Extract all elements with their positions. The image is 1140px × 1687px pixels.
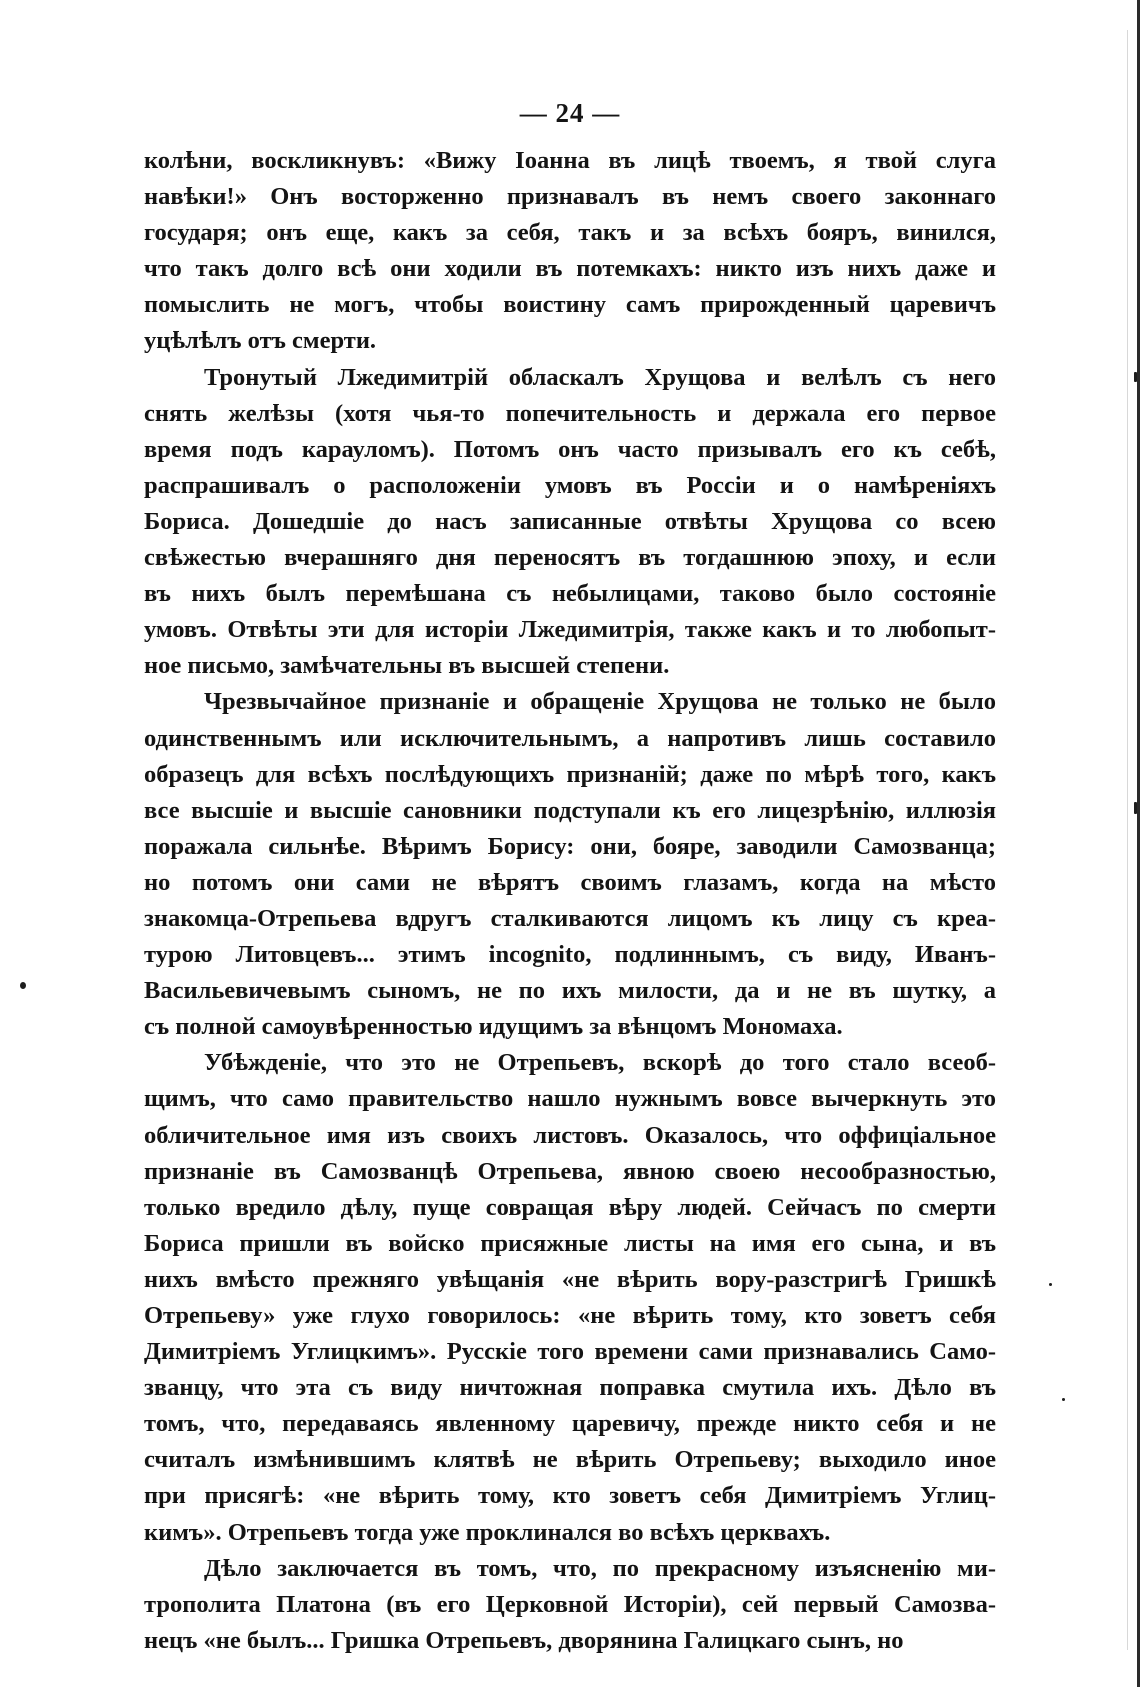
text-line: колѣни, воскликнувъ: «Вижу Іоанна въ лицѣ твоемъ, я твой слуга <box>144 147 996 174</box>
paragraph <box>144 1551 996 1659</box>
text-line: Тронутый Лжедимитрій обласкалъ Хрущова и велѣлъ съ него <box>204 363 996 391</box>
text-line: нихъ вмѣсто прежняго увѣщанія «не вѣрить вору-разстригѣ Гришкѣ <box>144 1265 996 1293</box>
text-line: съ полной самоувѣренностью идущимъ за вѣнцомъ Мономаха. <box>144 1013 843 1041</box>
paragraph <box>144 684 996 1045</box>
text-line: знакомца-Отрепьева вдругъ сталкиваются лицомъ къ лицу съ креа- <box>144 904 996 932</box>
text-line: умовъ. Отвѣты эти для исторіи Лжедимитрія, также какъ и то любопыт- <box>144 616 996 644</box>
paragraph <box>144 143 996 360</box>
text-line: одинственнымъ или исключительнымъ, а напротивъ лишь составило <box>144 724 996 752</box>
text-line: Бориса. Дошедшіе до насъ записанные отвѣты Хрущова со всею <box>144 507 996 535</box>
text-line: считалъ измѣнившимъ клятвѣ не вѣрить Отрепьеву; выходило иное <box>144 1446 996 1474</box>
text-line: Васильевичевымъ сыномъ, не по ихъ милости, да и не въ шутку, а <box>144 977 996 1005</box>
text-line: въ нихъ былъ перемѣшана съ небылицами, таково было состояніе <box>144 580 996 608</box>
page-number: — 24 — <box>519 98 621 128</box>
text-line: кимъ». Отрепьевъ тогда уже проклинался во всѣхъ церквахъ. <box>144 1518 831 1546</box>
text-line: Дѣло заключается въ томъ, что, по прекрасному изъясненію ми- <box>204 1554 996 1582</box>
ink-speck <box>1049 1283 1052 1286</box>
text-line: помыслить не могъ, чтобы воистину самъ прирожденный царевичъ <box>144 291 996 319</box>
text-line: томъ, что, передаваясь явленному царевичу, прежде никто себя и не <box>144 1410 996 1438</box>
text-line: при присягѣ: «не вѣрить тому, кто зоветъ себя Димитріемъ Углиц- <box>144 1482 996 1510</box>
text-line: Отрепьеву» уже глухо говорилось: «не вѣрить тому, кто зоветъ себя <box>144 1302 996 1329</box>
text-line: турою Литовцевъ... этимъ incognito, подлиннымъ, съ виду, Иванъ- <box>144 941 996 969</box>
text-line: признаніе въ Самозванцѣ Отрепьева, явною своею несообразностью, <box>144 1157 996 1185</box>
text-line: все высшіе и высшіе сановники подступали къ его лицезрѣнію, иллюзія <box>144 796 996 824</box>
ink-speck <box>20 982 26 989</box>
paragraph <box>144 360 996 685</box>
text-line: ное письмо, замѣчательны въ высшей степени. <box>144 652 670 680</box>
text-line: свѣжестью вчерашняго дня переносятъ въ тогдашнюю эпоху, и если <box>144 544 996 572</box>
text-line: снять желѣзы (хотя чья-то попечительность и держала его первое <box>144 399 996 427</box>
page-edge-shadow <box>1127 30 1128 1650</box>
text-line: Чрезвычайное признаніе и обращеніе Хрущова не только не было <box>204 688 996 716</box>
ink-speck <box>1134 802 1137 814</box>
text-line: Димитріемъ Углицкимъ». Русскіе того времени сами признавались Само- <box>144 1338 996 1366</box>
text-line: Бориса пришли въ войско присяжные листы на имя его сына, и въ <box>144 1229 996 1257</box>
text-line: Убѣжденіе, что это не Отрепьевъ, вскорѣ до того стало всеоб- <box>204 1049 996 1077</box>
text-line: уцѣлѣлъ отъ смерти. <box>144 327 377 355</box>
text-line: что такъ долго всѣ они ходили въ потемкахъ: никто изъ нихъ даже и <box>144 255 996 283</box>
body-text <box>144 143 996 1659</box>
ink-speck <box>1062 1398 1065 1401</box>
text-line: время подъ карауломъ). Потомъ онъ часто призывалъ его къ себѣ, <box>144 435 996 463</box>
text-line: образецъ для всѣхъ послѣдующихъ признаній; даже по мѣрѣ того, какъ <box>144 760 996 788</box>
text-line: но потомъ они сами не вѣрятъ своимъ глазамъ, когда на мѣсто <box>144 868 996 896</box>
text-line: только вредило дѣлу, пуще совращая вѣру людей. Сейчасъ по смерти <box>144 1193 996 1221</box>
paragraph <box>144 1045 996 1550</box>
text-line: нецъ «не былъ... Гришка Отрепьевъ, дворянина Галицкаго сынъ, но <box>144 1626 904 1654</box>
text-line: трополита Платона (въ его Церковной Исторіи), сей первый Самозва- <box>144 1590 996 1618</box>
text-line: щимъ, что само правительство нашло нужнымъ вовсе вычеркнуть это <box>144 1085 996 1113</box>
text-line: обличительное имя изъ своихъ листовъ. Оказалось, что оффиціальное <box>144 1121 996 1149</box>
text-line: поражала сильнѣе. Вѣримъ Борису: они, бояре, заводили Самозванца; <box>144 832 996 860</box>
text-line: государя; онъ еще, какъ за себя, такъ и за всѣхъ бояръ, винился, <box>144 219 996 247</box>
text-line: распрашивалъ о расположеніи умовъ въ Россіи и о намѣреніяхъ <box>144 471 996 499</box>
ink-speck <box>1134 372 1137 382</box>
text-line: навѣки!» Онъ восторженно признавалъ въ немъ своего законнаго <box>144 183 996 211</box>
text-line: званцу, что эта съ виду ничтожная поправка смутила ихъ. Дѣло въ <box>144 1374 996 1402</box>
